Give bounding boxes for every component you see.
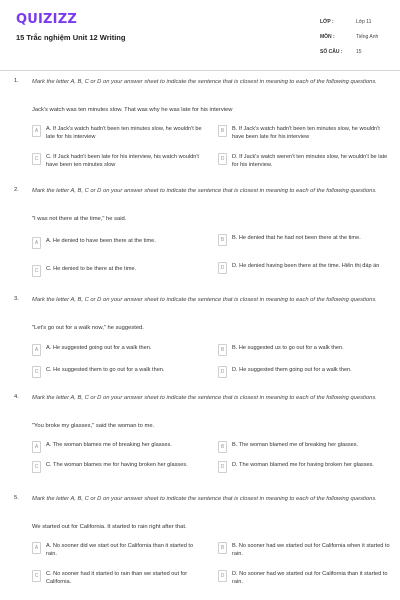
option-letter-box: D — [218, 570, 227, 582]
meta-row-subject — [320, 29, 396, 44]
option-b[interactable] — [218, 344, 390, 356]
question-instruction: Mark the letter A, B, C or D on your answer sheet to indicate the sentence that is closest in meaning to each of the following questions. — [32, 79, 377, 85]
question-instruction: Mark the letter A, B, C or D on your answer sheet to indicate the sentence that is closest in meaning to each of the following questions. — [32, 395, 377, 401]
question-instruction: Mark the letter A, B, C or D on your answer sheet to indicate the sentence that is closest in meaning to each of the following questions. — [32, 188, 377, 194]
option-d[interactable] — [218, 153, 390, 169]
option-d[interactable] — [218, 262, 390, 274]
option-a[interactable] — [32, 125, 204, 141]
option-text: C. He suggested them to go out for a walk then. — [46, 367, 165, 373]
option-letter-box: D — [218, 366, 227, 378]
option-letter-box: B — [218, 542, 227, 554]
option-letter-box: A — [32, 237, 41, 249]
option-letter-box: A — [32, 441, 41, 453]
option-letter-box: C — [32, 461, 41, 473]
option-c[interactable] — [32, 570, 204, 586]
option-text: D. No sooner had we started out for California than it started to rain. — [232, 571, 388, 586]
option-c[interactable] — [32, 461, 204, 473]
option-b[interactable] — [218, 125, 390, 141]
question-number: 2. — [14, 187, 19, 193]
meta-row-count — [320, 44, 396, 59]
question-number: 3. — [14, 296, 19, 302]
question-number: 1. — [14, 78, 19, 84]
option-c[interactable] — [32, 265, 204, 277]
option-text: C. No sooner had it started to rain than we started out for California. — [46, 571, 188, 586]
meta-value: 15 — [356, 48, 362, 55]
option-c[interactable] — [32, 153, 204, 169]
option-b[interactable] — [218, 234, 390, 246]
option-letter-box: C — [32, 265, 41, 277]
option-text: D. He denied having been there at the time. Hiển thị đáp án — [232, 263, 380, 269]
option-letter-box: B — [218, 344, 227, 356]
question-stem: We started out for California. It started to rain right after that. — [32, 524, 187, 530]
meta-label: LỚP : — [320, 18, 334, 25]
option-d[interactable] — [218, 461, 390, 473]
meta-label: MÔN : — [320, 33, 335, 40]
option-text: C. He denied to be there at the time. — [46, 266, 137, 272]
quizizz-logo: QUIZIZZ — [16, 12, 77, 27]
option-letter-box: D — [218, 262, 227, 274]
meta-value: Lớp 11 — [356, 18, 372, 25]
option-letter-box: C — [32, 153, 41, 165]
option-a[interactable] — [32, 344, 204, 356]
option-text: A. He denied to have been there at the time. — [46, 238, 156, 244]
option-a[interactable] — [32, 441, 204, 453]
option-b[interactable] — [218, 542, 390, 558]
option-text: D. He suggested them going out for a walk then. — [232, 367, 352, 373]
option-text: D. The woman blamed me for having broken her glasses. — [232, 462, 374, 468]
option-text: C. The woman blames me for having broken her glasses. — [46, 462, 188, 468]
option-letter-box: B — [218, 125, 227, 137]
option-text: A. He suggested going out for a walk then. — [46, 345, 152, 351]
option-d[interactable] — [218, 366, 390, 378]
option-letter-box: D — [218, 461, 227, 473]
option-letter-box: B — [218, 441, 227, 453]
meta-label: SỐ CÂU : — [320, 48, 343, 55]
option-text: B. The woman blamed me of breaking her glasses. — [232, 442, 359, 448]
option-text: B. He denied that he had not been there at the time. — [232, 235, 361, 241]
option-c[interactable] — [32, 366, 204, 378]
option-letter-box: A — [32, 344, 41, 356]
worksheet-meta — [320, 14, 396, 59]
option-text: A. The woman blames me of breaking her glasses. — [46, 442, 172, 448]
question-number: 5. — [14, 495, 19, 501]
option-text: C. If Jack hadn't been late for his interview, his watch wouldn't have been ten minutes slow — [46, 154, 199, 169]
option-letter-box: C — [32, 570, 41, 582]
question-stem: "Let's go out for a walk now," he suggested. — [32, 325, 144, 331]
option-text: A. No sooner did we start out for California than it started to rain. — [46, 543, 194, 558]
option-d[interactable] — [218, 570, 390, 586]
option-b[interactable] — [218, 441, 390, 453]
worksheet-title: 15 Trắc nghiệm Unit 12 Writing — [16, 33, 126, 42]
option-letter-box: A — [32, 125, 41, 137]
option-letter-box: C — [32, 366, 41, 378]
option-text: A. If Jack's watch hadn't been ten minutes slow, he wouldn't be late for his interview — [46, 126, 202, 141]
option-text: B. He suggested us to go out for a walk then. — [232, 345, 344, 351]
question-instruction: Mark the letter A, B, C or D on your answer sheet to indicate the sentence that is closest in meaning to each of the following questions. — [32, 297, 377, 303]
question-stem: Jack's watch was ten minutes slow. That was why he was late for his interview — [32, 107, 233, 113]
option-a[interactable] — [32, 237, 204, 249]
option-letter-box: A — [32, 542, 41, 554]
question-instruction: Mark the letter A, B, C or D on your answer sheet to indicate the sentence that is closest in meaning to each of the following questions. — [32, 496, 377, 502]
header-divider — [0, 70, 400, 71]
option-letter-box: D — [218, 153, 227, 165]
option-text: B. No sooner had we started out for California when it started to rain. — [232, 543, 390, 558]
option-letter-box: B — [218, 234, 227, 246]
option-text: D. If Jack's watch weren't ten minutes slow, he wouldn't be late for his interview. — [232, 154, 388, 169]
question-number: 4. — [14, 394, 19, 400]
option-a[interactable] — [32, 542, 204, 558]
meta-row-class — [320, 14, 396, 29]
question-stem: "I was not there at the time," he said. — [32, 216, 127, 222]
question-stem: "You broke my glasses," said the woman to me. — [32, 423, 155, 429]
meta-value: Tiếng Anh — [356, 33, 379, 40]
worksheet-header — [0, 0, 400, 72]
option-text: B. If Jack's watch hadn't been ten minutes slow, he wouldn't have been late for his interview — [232, 126, 380, 141]
